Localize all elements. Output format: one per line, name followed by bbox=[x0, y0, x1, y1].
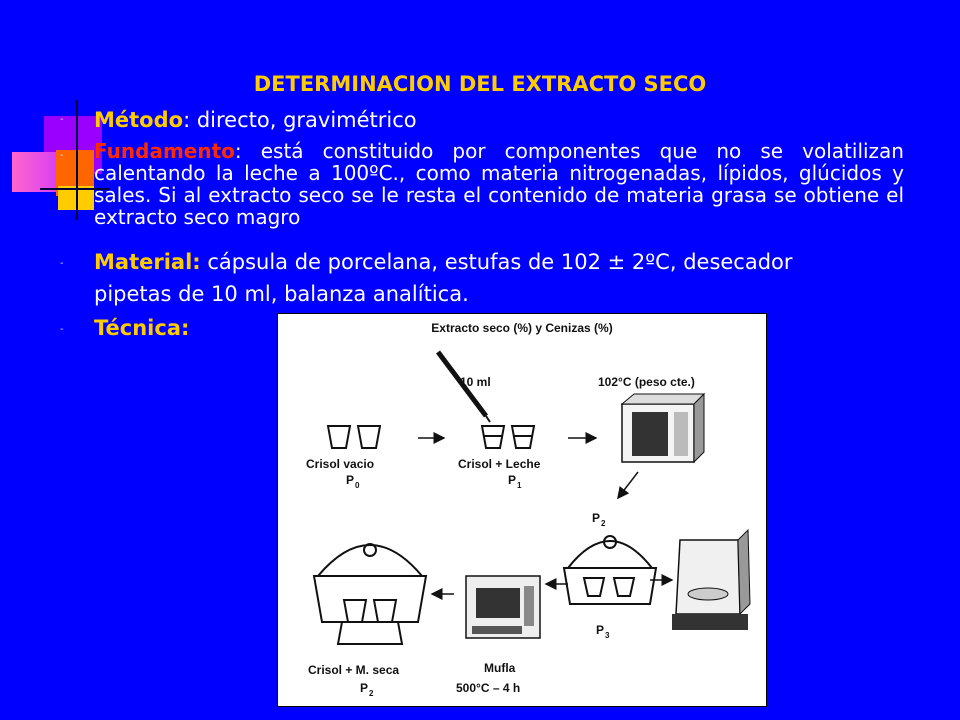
bullet-mark: - bbox=[60, 324, 64, 335]
step-dry-label: Crisol + M. seca bbox=[308, 663, 400, 677]
fundamento-text: : está constituido por componentes que no se volatilizan calentando la leche a 100ºC., como materia nitrogenadas, lípidos, glúcidos y sales. Si al extracto seco se le resta el contenido de materia grasa se obtiene el extracto seco magro bbox=[94, 139, 904, 229]
tecnica-line bbox=[94, 316, 189, 340]
bullet-mark: - bbox=[60, 258, 64, 269]
oven-label: 102°C (peso cte.) bbox=[598, 375, 695, 389]
fundamento-label: Fundamento bbox=[94, 139, 235, 163]
material-line bbox=[94, 250, 793, 274]
step2-label: Crisol + Leche bbox=[458, 457, 541, 471]
tecnica-label: Técnica: bbox=[94, 316, 190, 340]
step1-p-index: 0 bbox=[355, 481, 360, 490]
fundamento-paragraph bbox=[94, 140, 904, 228]
step1-p: P bbox=[346, 473, 355, 487]
bullet-mark: - bbox=[60, 114, 64, 125]
p3-label: P bbox=[596, 623, 605, 637]
metodo-text: : directo, gravimétrico bbox=[183, 108, 417, 132]
procedure-diagram bbox=[277, 313, 767, 707]
slide-title: DETERMINACION DEL EXTRACTO SECO bbox=[253, 72, 707, 96]
arrow-3 bbox=[618, 472, 638, 498]
metodo-label: Método bbox=[94, 108, 184, 132]
crucible-milk-icon bbox=[482, 426, 534, 448]
material-label: Material: bbox=[94, 250, 201, 274]
mufla-label: Mufla bbox=[484, 661, 516, 675]
procedure-diagram-svg bbox=[278, 314, 766, 706]
p2-mid-label: P bbox=[592, 511, 601, 525]
material-text: cápsula de porcelana, estufas de 102 ± 2ºC, desecador bbox=[200, 250, 793, 274]
material-continued: pipetas de 10 ml, balanza analítica. bbox=[94, 282, 469, 306]
metodo-line bbox=[94, 108, 417, 132]
p2-mid-index: 2 bbox=[601, 519, 606, 528]
step2-p-index: 1 bbox=[517, 481, 522, 490]
muffle-furnace-icon bbox=[466, 576, 540, 638]
desiccator-icon bbox=[314, 544, 426, 644]
bullet-mark: - bbox=[60, 150, 64, 161]
step-dry-p-index: 2 bbox=[369, 689, 374, 698]
balance-icon bbox=[672, 530, 750, 630]
desiccator-weighing-icon bbox=[564, 536, 656, 604]
step-dry-p: P bbox=[360, 681, 369, 695]
oven-icon bbox=[622, 394, 704, 462]
p3-index: 3 bbox=[605, 631, 610, 640]
pipette-tip bbox=[486, 416, 490, 422]
decor-line-vertical bbox=[76, 100, 78, 220]
figure-header: Extracto seco (%) y Cenizas (%) bbox=[431, 321, 613, 335]
mufla-sub: 500°C – 4 h bbox=[456, 681, 521, 695]
pipette-label: 10 ml bbox=[460, 375, 491, 389]
step2-p: P bbox=[508, 473, 517, 487]
crucible-empty-icon bbox=[328, 426, 380, 448]
step1-label: Crisol vacio bbox=[306, 457, 375, 471]
